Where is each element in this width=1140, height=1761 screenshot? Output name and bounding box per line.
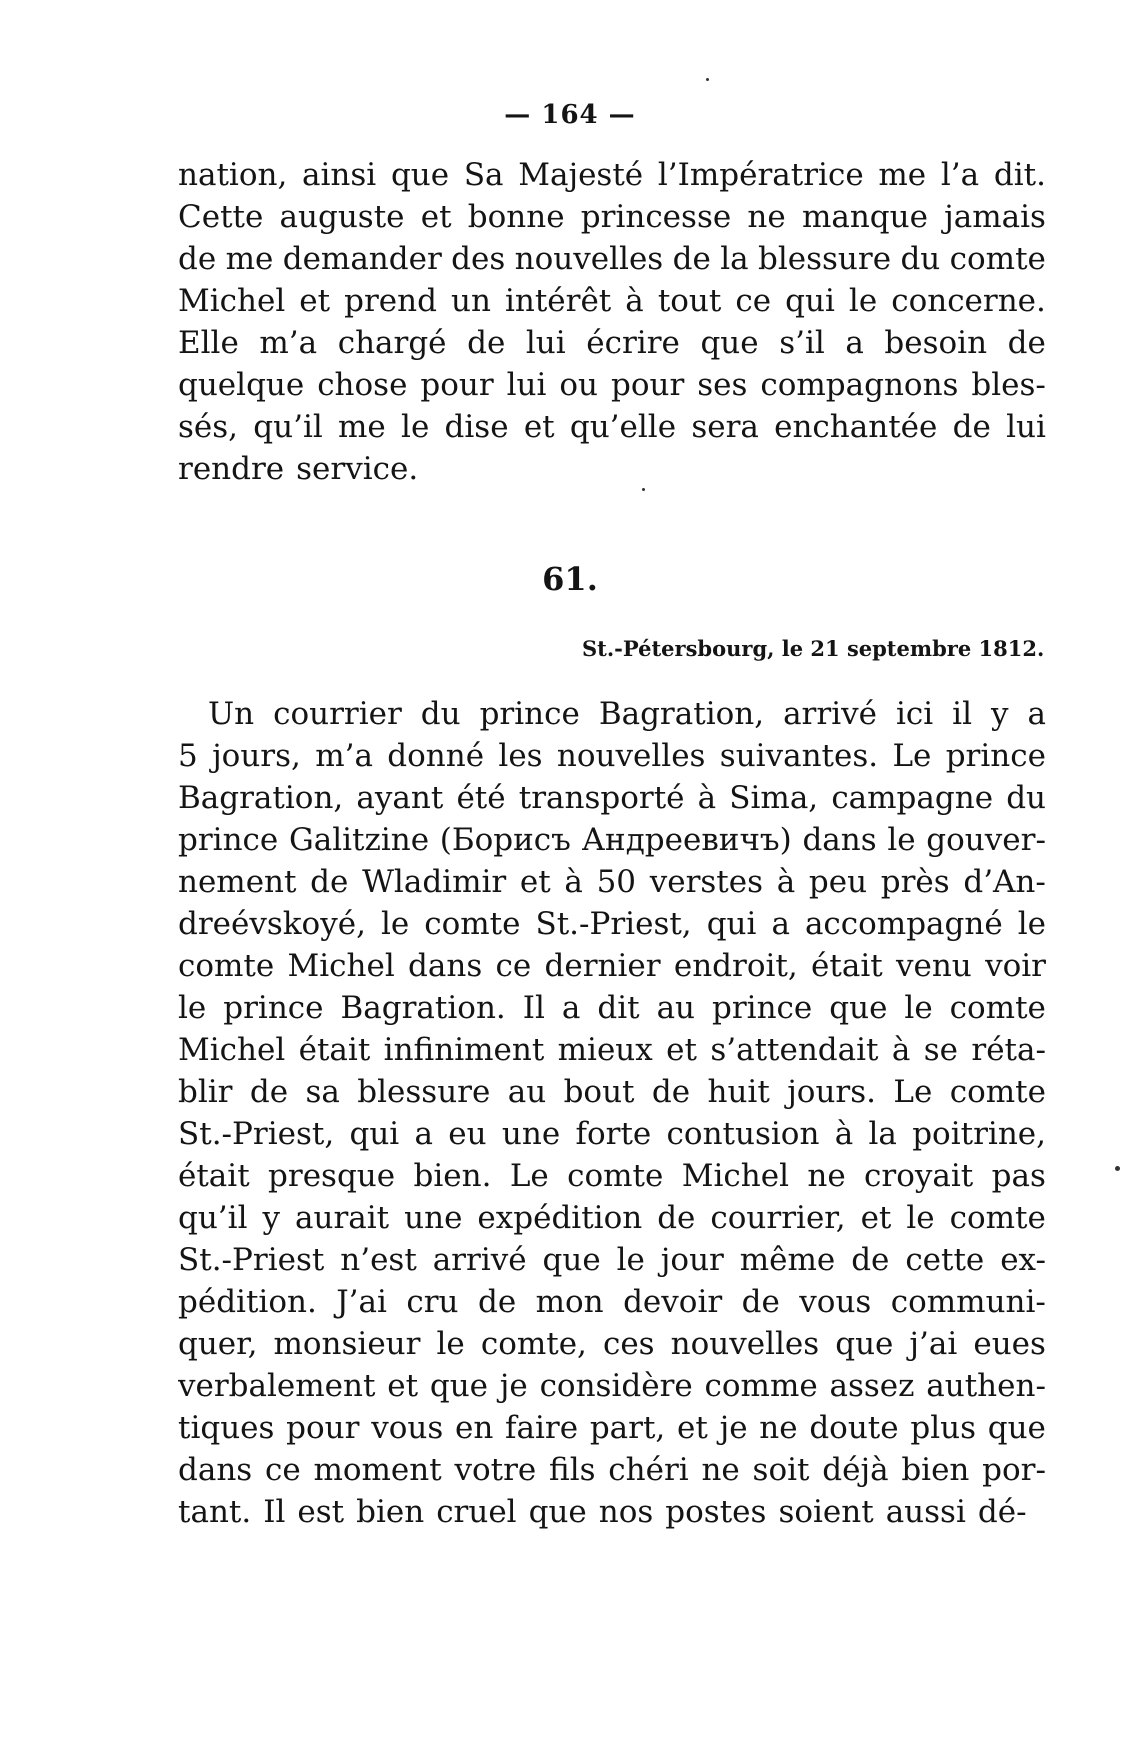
text-line: Un courrier du prince Bagration, arrivé ici il y a [208, 696, 1046, 732]
text-line: tiques pour vous en faire part, et je ne doute plus que [178, 1410, 1046, 1446]
text-line: blir de sa blessure au bout de huit jours. Le comte [178, 1074, 1046, 1110]
text-line: nation, ainsi que Sa Majesté l’Impératrice me l’a dit. [178, 157, 1046, 193]
paragraph-continued [178, 154, 1046, 490]
text-line: tant. Il est bien cruel que nos postes soient aussi dé- [178, 1494, 1027, 1530]
text-line: rendre service. [178, 451, 419, 487]
text-line: quer, monsieur le comte, ces nouvelles que j’ai eues [178, 1326, 1046, 1362]
text-line: dreévskoyé, le comte St.-Priest, qui a accompagné le [178, 906, 1046, 942]
letter-body [178, 693, 1046, 1533]
print-speck [706, 78, 709, 81]
text-line: St.-Priest, qui a eu une forte contusion à la poitrine, [178, 1116, 1046, 1152]
text-line: Bagration, ayant été transporté à Sima, campagne du [178, 780, 1046, 816]
text-line: nement de Wladimir et à 50 verstes à peu près d’An- [178, 864, 1046, 900]
letter-number: 61. [542, 560, 598, 598]
text-line: qu’il y aurait une expédition de courrier, et le comte [178, 1200, 1046, 1236]
print-speck [642, 488, 645, 491]
text-line: de me demander des nouvelles de la blessure du comte [178, 241, 1046, 277]
text-line: était presque bien. Le comte Michel ne croyait pas [178, 1158, 1046, 1194]
text-line: St.-Priest n’est arrivé que le jour même de cette ex- [178, 1242, 1046, 1278]
text-line: quelque chose pour lui ou pour ses compagnons bles- [178, 367, 1046, 403]
text-line: 5 jours, m’a donné les nouvelles suivantes. Le prince [178, 738, 1046, 774]
page-number: — 164 — [504, 100, 636, 130]
print-speck [1115, 1166, 1120, 1171]
text-line: comte Michel dans ce dernier endroit, était venu voir [178, 948, 1046, 984]
text-line: Michel était infiniment mieux et s’attendait à se réta- [178, 1032, 1046, 1068]
text-line: prince Galitzine (Борисъ Андреевичъ) dans le gouver- [178, 822, 1046, 858]
text-line: verbalement et que je considère comme assez authen- [178, 1368, 1046, 1404]
text-line: pédition. J’ai cru de mon devoir de vous communi- [178, 1284, 1046, 1320]
text-line: le prince Bagration. Il a dit au prince que le comte [178, 990, 1046, 1026]
letter-dateline: St.-Pétersbourg, le 21 septembre 1812. [582, 636, 1045, 661]
text-line: dans ce moment votre fils chéri ne soit déjà bien por- [178, 1452, 1046, 1488]
text-line: Michel et prend un intérêt à tout ce qui le concerne. [178, 283, 1046, 319]
text-line: sés, qu’il me le dise et qu’elle sera enchantée de lui [178, 409, 1046, 445]
text-line: Cette auguste et bonne princesse ne manque jamais [178, 199, 1046, 235]
text-line: Elle m’a chargé de lui écrire que s’il a besoin de [178, 325, 1046, 361]
